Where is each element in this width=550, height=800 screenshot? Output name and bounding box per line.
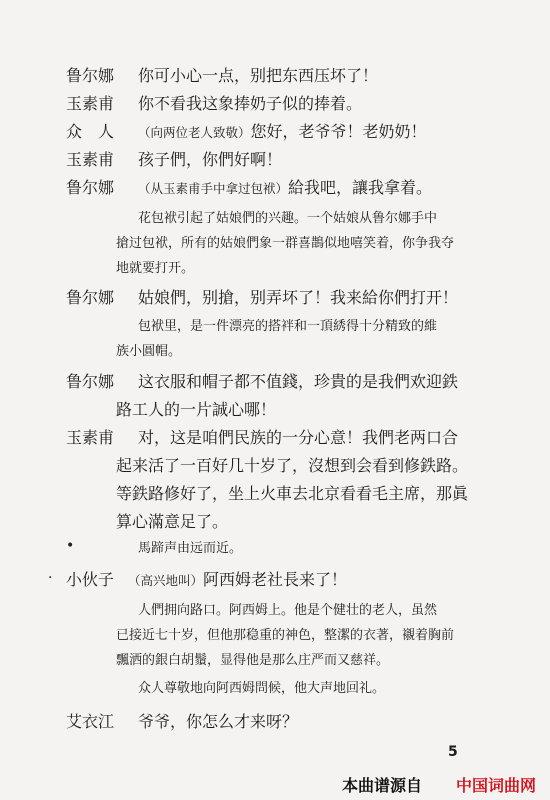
stage-direction: 馬蹄声由远而近。 — [138, 541, 243, 556]
dialogue-text: 孩子們，你們好啊！ — [138, 150, 283, 169]
dialogue-text: 阿西姆老社長来了！ — [203, 570, 348, 589]
dialogue-text: 路工人的一片誠心哪！ — [116, 400, 277, 419]
stage-direction-inline: （向两位老人致敬） — [138, 125, 251, 140]
dialogue-text: 你可小心一点，别把东西压坏了！ — [138, 66, 379, 85]
speaker-name: 玉素甫 — [66, 428, 115, 447]
dialogue-text: 你不看我这象捧奶子似的捧着。 — [138, 94, 363, 113]
stage-direction-inline: （高兴地叫） — [128, 573, 204, 588]
footer-source-text: 本曲谱源自 — [342, 776, 423, 795]
speaker-name: 鲁尔娜 — [66, 66, 115, 85]
print-speck: • — [66, 538, 75, 554]
dialogue-line — [138, 122, 427, 143]
dialogue-text: 姑娘們，别搶，别弄坏了！我来給你們打开！ — [138, 288, 459, 307]
speaker-name: 玉素甫 — [66, 150, 115, 169]
dialogue-line — [138, 178, 432, 199]
page-number: 5 — [448, 744, 458, 760]
dialogue-text: 您好，老爷爷！老奶奶！ — [250, 122, 427, 141]
dialogue-line — [128, 570, 347, 591]
speaker-name: 众 人 — [66, 122, 115, 141]
dialogue-text: 給我吧，讓我拿着。 — [288, 178, 433, 197]
dialogue-text: 这衣服和帽子都不值錢，珍貴的是我們欢迎鉄 — [138, 372, 459, 391]
stage-direction: 族小圓帽。 — [116, 344, 182, 359]
speaker-name: 艾衣江 — [66, 712, 115, 731]
stage-direction: 花包袱引起了姑娘們的兴趣。一个姑娘从鲁尔娜手中 — [138, 211, 438, 226]
footer-site-name: 中国词曲网 — [456, 776, 537, 795]
dialogue-text: 爷爷，你怎么才来呀？ — [138, 712, 299, 731]
stage-direction: 众人尊敬地向阿西姆問候，他大声地回礼。 — [138, 681, 386, 696]
stage-direction: 已接近七十岁，但他那稳重的神色，整潔的衣著，襯着胸前 — [116, 628, 455, 643]
speaker-name: 小伙子 — [66, 570, 115, 589]
dialogue-text: 等鉄路修好了，坐上火車去北京看看毛主席，那眞 — [116, 484, 469, 503]
speaker-name: 鲁尔娜 — [66, 372, 115, 391]
dialogue-text: 算心滿意足了。 — [116, 512, 229, 531]
print-speck: · — [48, 570, 53, 586]
stage-direction: 包袱里，是一件漂亮的搭袢和一頂綉得十分精致的維 — [138, 319, 438, 334]
dialogue-text: 对，这是咱們民族的一分心意！我們老两口合 — [138, 428, 459, 447]
stage-direction: 飄洒的銀白胡鬚，显得他是那么庄严而又慈祥。 — [116, 653, 390, 668]
stage-direction: 地就要打开。 — [116, 261, 195, 276]
speaker-name: 鲁尔娜 — [66, 178, 115, 197]
stage-direction: 搶过包袱，所有的姑娘們象一群喜鵲似地嘻笑着，你争我夺 — [116, 236, 455, 251]
speaker-name: 玉素甫 — [66, 94, 115, 113]
stage-direction-inline: （从玉素甫手中拿过包袱） — [138, 181, 289, 196]
stage-direction: 人們拥向路口。阿西姆上。他是个健壮的老人，虽然 — [138, 603, 438, 618]
speaker-name: 鲁尔娜 — [66, 288, 115, 307]
dialogue-text: 起来活了一百好几十岁了，沒想到会看到修鉄路。 — [116, 456, 469, 475]
